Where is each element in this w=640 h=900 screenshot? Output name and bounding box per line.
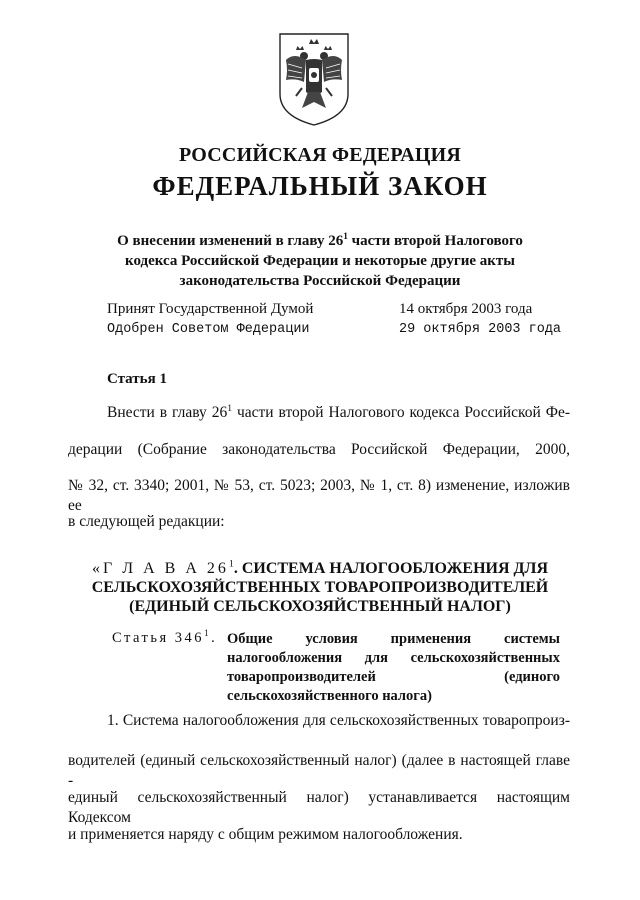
law-title-line-2: кодекса Российской Федерации и некоторые другие акты [125, 253, 515, 269]
duma-adoption-label: Принят Государственной Думой [107, 301, 314, 317]
law-title-line-3: законодательства Российской Федерации [179, 273, 461, 289]
council-approval-date: 29 октября 2003 года [399, 322, 562, 337]
coat-of-arms [276, 30, 352, 128]
article-1-heading: Статья 1 [107, 371, 167, 387]
paragraph-1-line-1: 1. Система налогообложения для сельскохозяйственных товаропроиз- [107, 712, 570, 729]
chapter-heading-line-1: «Г Л А В А $26^1$. СИСТЕМА НАЛОГООБЛОЖЕНИЯ ДЛЯ [91, 558, 548, 577]
article-346-1-heading-line-4: сельскохозяйственного налога) [227, 688, 432, 704]
chapter-heading-line-2: СЕЛЬСКОХОЗЯЙСТВЕННЫХ ТОВАРОПРОИЗВОДИТЕЛЕЙ [91, 579, 549, 596]
law-title [0, 231, 640, 291]
country-heading: РОССИЙСКАЯ ФЕДЕРАЦИЯ [178, 144, 461, 166]
article-1-line-3: № 32, ст. 3340; 2001, № 53, ст. 5023; 2003, № 1, ст. 8) изменение, изложив ее [68, 477, 570, 514]
paragraph-1-line-3: единый сельскохозяйственный налог) устанавливается настоящим Кодексом [68, 789, 570, 826]
article-346-1-heading-line-3: товаропроизводителей (единого [227, 669, 560, 685]
article-1-text [107, 403, 570, 423]
paragraph-1-line-2: водителей (единый сельскохозяйственный налог) (далее в настоящей главе - [68, 752, 570, 789]
article-1-line-4: в следующей редакции: [68, 513, 225, 530]
council-approval-label: Одобрен Советом Федерации [107, 322, 310, 337]
chapter-heading-line-3: (ЕДИНЫЙ СЕЛЬСКОХОЗЯЙСТВЕННЫЙ НАЛОГ) [129, 598, 511, 615]
law-type-heading: ФЕДЕРАЛЬНЫЙ ЗАКОН [152, 171, 488, 201]
article-346-1-heading-line-1: Общие условия применения системы [227, 631, 560, 647]
law-title-line-1: О внесении изменений в главу $26^1$ части второй Налогового [117, 232, 523, 249]
russian-coat-of-arms-icon [276, 30, 352, 128]
article-1-line-1: Внести в главу $26^1$ части второй Налогового кодекса Российской Фе- [107, 402, 571, 421]
article-1-line-2: дерации (Собрание законодательства Российской Федерации, 2000, [68, 441, 570, 458]
chapter-heading [0, 559, 640, 616]
article-346-1-label: Статья $346^1$. [112, 628, 218, 646]
article-346-1-heading [227, 630, 560, 706]
duma-adoption-date: 14 октября 2003 года [399, 301, 533, 317]
paragraph-1-line-4: и применяется наряду с общим режимом налогообложения. [68, 826, 463, 843]
article-346-1-heading-line-2: налогообложения для сельскохозяйственных [227, 650, 560, 666]
